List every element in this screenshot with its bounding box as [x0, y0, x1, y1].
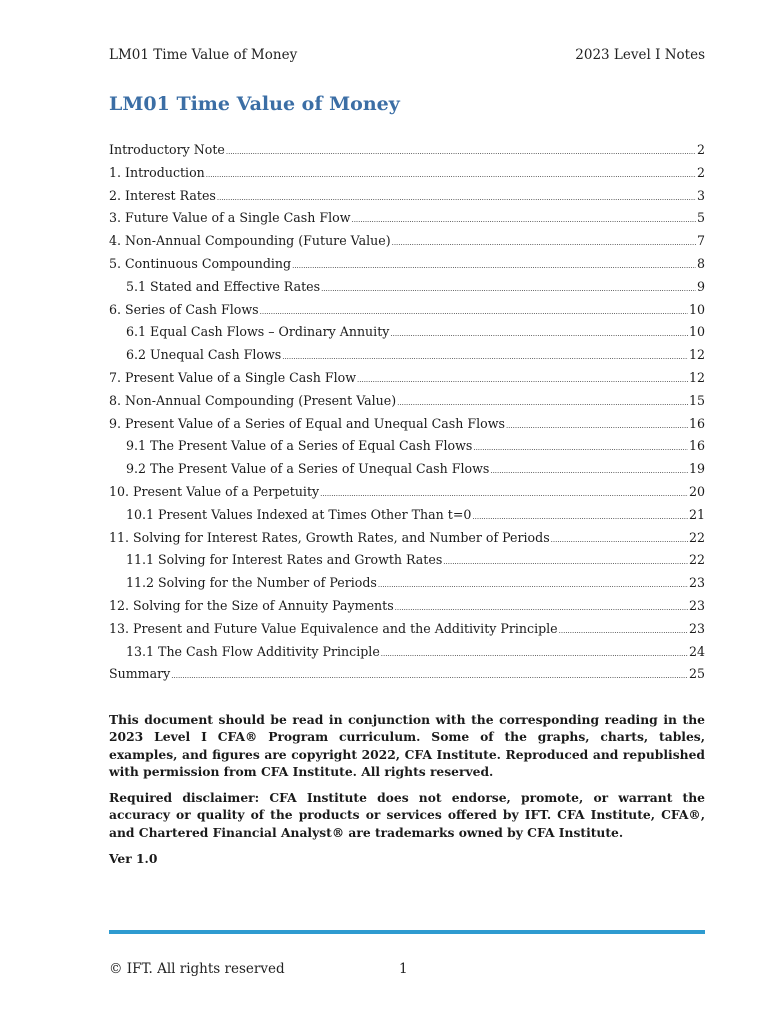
toc-dot-leader	[443, 558, 688, 566]
toc-dot-leader	[390, 330, 688, 338]
toc-entry[interactable]	[109, 575, 705, 598]
toc-entry[interactable]	[109, 416, 705, 439]
toc-entry[interactable]	[109, 279, 705, 302]
toc-entry-page: 10	[688, 324, 705, 340]
toc-dot-leader	[357, 376, 688, 384]
toc-entry-label: 10. Present Value of a Perpetuity	[109, 483, 320, 499]
toc-dot-leader	[551, 536, 688, 544]
toc-entry[interactable]	[109, 507, 705, 530]
toc-entry-label: 5.1 Stated and Effective Rates	[126, 278, 321, 294]
toc-dot-leader	[171, 672, 688, 680]
toc-entry-label: 13. Present and Future Value Equivalence and the Additivity Principle	[109, 620, 558, 636]
toc-entry[interactable]	[109, 438, 705, 461]
toc-dot-leader	[292, 262, 696, 270]
toc-entry-label: 9.2 The Present Value of a Series of Unequal Cash Flows	[126, 461, 490, 477]
toc-dot-leader	[392, 239, 696, 247]
notice-text	[109, 711, 705, 876]
toc-entry-page: 12	[688, 369, 705, 385]
toc-entry-label: 5. Continuous Compounding	[109, 255, 292, 271]
toc-entry-page: 25	[688, 666, 705, 682]
toc-entry[interactable]	[109, 598, 705, 621]
header-left-title: LM01 Time Value of Money	[109, 47, 298, 63]
toc-dot-leader	[206, 171, 696, 179]
toc-entry-page: 2	[696, 164, 705, 180]
toc-entry[interactable]	[109, 142, 705, 165]
running-header	[109, 47, 705, 63]
footer-page-number: 1	[399, 961, 408, 977]
toc-entry[interactable]	[109, 165, 705, 188]
toc-entry[interactable]	[109, 210, 705, 233]
toc-dot-leader	[351, 216, 696, 224]
toc-entry-page: 15	[688, 392, 705, 408]
version-label: Ver 1.0	[109, 851, 158, 867]
toc-entry-page: 16	[688, 438, 705, 454]
toc-entry[interactable]	[109, 552, 705, 575]
toc-dot-leader	[260, 308, 688, 316]
toc-entry-page: 10	[688, 301, 705, 317]
toc-entry-label: 6.2 Unequal Cash Flows	[126, 347, 282, 363]
toc-entry-page: 12	[688, 347, 705, 363]
toc-dot-leader	[282, 353, 688, 361]
toc-entry-label: 4. Non-Annual Compounding (Future Value)	[109, 233, 391, 249]
toc-entry-label: 8. Non-Annual Compounding (Present Value)	[109, 392, 397, 408]
toc-entry-label: 9.1 The Present Value of a Series of Equal Cash Flows	[126, 438, 473, 454]
toc-entry[interactable]	[109, 324, 705, 347]
toc-entry-label: 9. Present Value of a Series of Equal and Unequal Cash Flows	[109, 415, 505, 431]
toc-dot-leader	[321, 285, 696, 293]
toc-entry[interactable]	[109, 666, 705, 689]
toc-entry-page: 16	[688, 415, 705, 431]
toc-dot-leader	[378, 581, 688, 589]
toc-dot-leader	[217, 194, 696, 202]
toc-dot-leader	[490, 467, 688, 475]
toc-entry-page: 23	[688, 597, 705, 613]
toc-entry-page: 24	[688, 643, 705, 659]
toc-entry-label: Summary	[109, 666, 171, 682]
toc-dot-leader	[559, 627, 688, 635]
toc-entry-page: 3	[696, 187, 705, 203]
toc-entry-page: 20	[688, 483, 705, 499]
page-title: LM01 Time Value of Money	[109, 93, 400, 115]
toc-dot-leader	[320, 490, 688, 498]
toc-entry[interactable]	[109, 621, 705, 644]
toc-entry-page: 22	[688, 529, 705, 545]
toc-entry-label: 6. Series of Cash Flows	[109, 301, 259, 317]
toc-entry-label: Introductory Note	[109, 142, 225, 157]
toc-entry[interactable]	[109, 393, 705, 416]
toc-dot-leader	[473, 444, 688, 452]
toc-entry[interactable]	[109, 370, 705, 393]
toc-entry-label: 10.1 Present Values Indexed at Times Other Than t=0	[126, 506, 472, 522]
footer-divider	[109, 930, 705, 934]
toc-entry-label: 3. Future Value of a Single Cash Flow	[109, 210, 351, 226]
toc-entry-page: 19	[688, 461, 705, 477]
toc-dot-leader	[506, 422, 688, 430]
toc-entry-label: 13.1 The Cash Flow Additivity Principle	[126, 643, 380, 659]
toc-entry[interactable]	[109, 188, 705, 211]
toc-dot-leader	[226, 148, 696, 156]
toc-entry-page: 7	[696, 233, 705, 249]
toc-entry-page: 23	[688, 620, 705, 636]
toc-entry-label: 12. Solving for the Size of Annuity Payments	[109, 597, 394, 613]
toc-entry-label: 11. Solving for Interest Rates, Growth Rates, and Number of Periods	[109, 529, 550, 545]
toc-entry[interactable]	[109, 256, 705, 279]
toc-entry-label: 6.1 Equal Cash Flows – Ordinary Annuity	[126, 324, 390, 340]
toc-entry[interactable]	[109, 484, 705, 507]
toc-dot-leader	[397, 399, 688, 407]
toc-entry[interactable]	[109, 302, 705, 325]
toc-entry-page: 2	[696, 142, 705, 157]
toc-entry[interactable]	[109, 461, 705, 484]
toc-entry-label: 11.2 Solving for the Number of Periods	[126, 575, 377, 591]
header-right-label: 2023 Level I Notes	[575, 47, 705, 63]
toc-dot-leader	[472, 513, 688, 521]
toc-entry-label: 11.1 Solving for Interest Rates and Growth Rates	[126, 552, 443, 568]
toc-entry-page: 8	[696, 255, 705, 271]
footer-copyright: © IFT. All rights reserved	[109, 961, 285, 977]
toc-entry-page: 21	[688, 506, 705, 522]
toc-entry[interactable]	[109, 347, 705, 370]
toc-entry-label: 1. Introduction	[109, 164, 205, 180]
toc-entry-page: 9	[696, 278, 705, 294]
copyright-notice-paragraph: This document should be read in conjunction with the corresponding reading in the 2023 Level I CFA® Program curriculum. Some of the graphs, charts, tables, examples, and figures are copyright 2022, CFA Institute. Reproduced and republished with permission from CFA Institute. All rights reserved.	[109, 712, 705, 779]
toc-entry-page: 22	[688, 552, 705, 568]
toc-entry[interactable]	[109, 530, 705, 553]
table-of-contents	[109, 142, 705, 689]
toc-entry[interactable]	[109, 233, 705, 256]
toc-entry-page: 5	[696, 210, 705, 226]
toc-dot-leader	[381, 650, 688, 658]
disclaimer-paragraph: Required disclaimer: CFA Institute does not endorse, promote, or warrant the accuracy or quality of the products or services offered by IFT. CFA Institute, CFA®, and Chartered Financial Analyst® are trademarks owned by CFA Institute.	[109, 790, 705, 840]
toc-entry-label: 7. Present Value of a Single Cash Flow	[109, 369, 357, 385]
toc-entry[interactable]	[109, 644, 705, 667]
toc-dot-leader	[395, 604, 688, 612]
toc-entry-label: 2. Interest Rates	[109, 187, 216, 203]
toc-entry-page: 23	[688, 575, 705, 591]
